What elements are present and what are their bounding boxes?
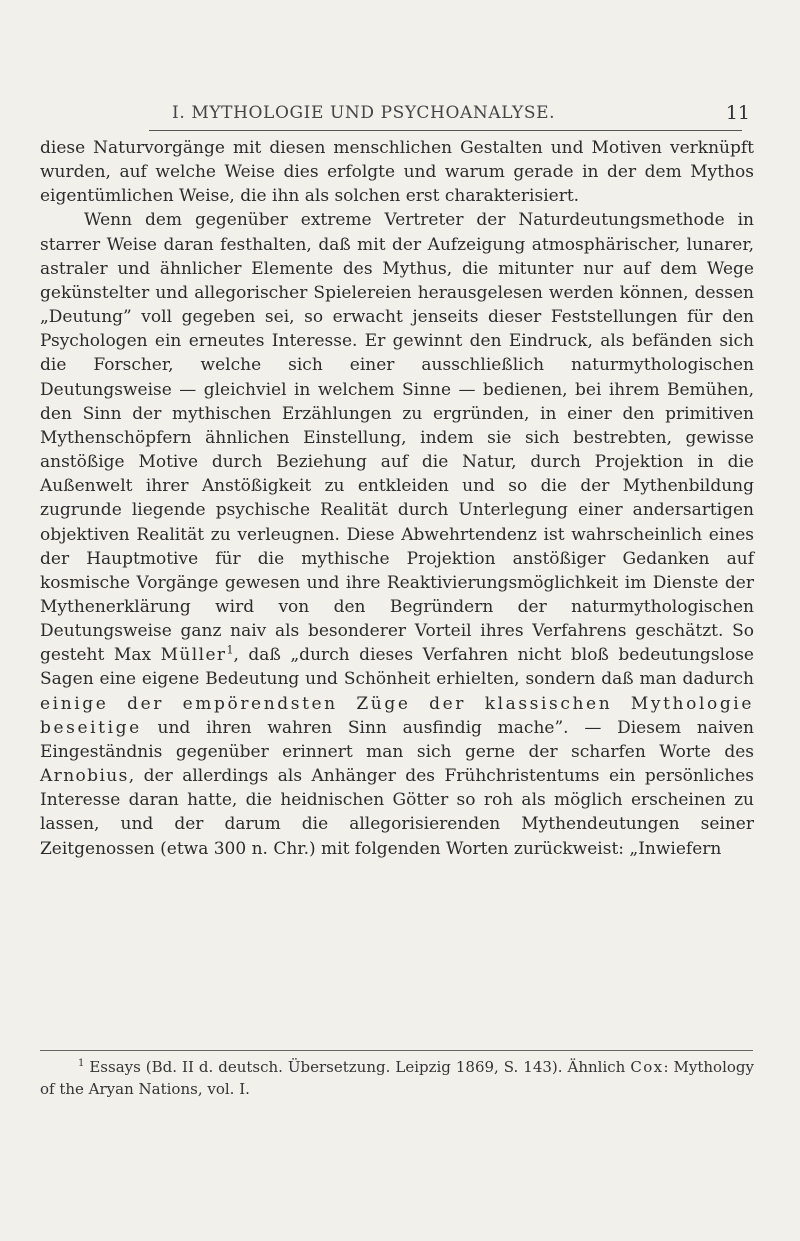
footnote-1 — [40, 1056, 754, 1100]
footnote-number: 1 — [78, 1058, 85, 1069]
footnote-text-b: : Mythology of the Aryan Nations, vol. I. — [40, 1058, 754, 1098]
author-name-mueller: Müller — [160, 645, 227, 666]
footnote-rule — [40, 1050, 753, 1051]
header-rule — [149, 130, 742, 131]
running-title: I. MYTHOLOGIE UND PSYCHOANALYSE. — [172, 103, 556, 123]
paragraph-2-text-b: , daß „durch dieses Verfahren nicht bloß bedeutungslose Sagen eine eigene Bedeutung und Schönheit erhielten, sondern daß man dadurch — [40, 645, 754, 690]
running-head — [150, 103, 750, 133]
author-name-arnobius: Arnobius — [40, 766, 129, 787]
paragraph-1: diese Naturvorgänge mit diesen menschlichen Gestalten und Motiven verknüpft wurden, auf welche Weise dies erfolgte und warum gerade in der dem Mythos eigentümlichen Weise, die ihn als solchen erst charakterisiert. — [40, 138, 754, 207]
main-text — [40, 136, 754, 861]
paragraph-2-text-c: und ihren wahren Sinn ausfindig mache”. — Diesem naiven Eingeständnis gegenüber erinnert man sich gerne der scharfen Worte des — [40, 717, 754, 762]
paragraph-2-text-a: Wenn dem gegenüber extreme Vertreter der Naturdeutungsmethode in starrer Weise daran festhalten, daß mit der Aufzeigung atmosphärischer, lunarer, astraler und ähnlicher Elemente des Mythus, die mitunter nur auf dem Wege gekünstelter und allegorischer Spielereien herausgelesen werden können, dessen „Deutung” voll gegeben sei, so erwacht jenseits dieser Feststellungen für den Psychologen ein erneutes Interesse. Er gewinnt den Eindruck, als befänden sich die Forscher, welche sich einer ausschließlich naturmythologischen Deutungsweise — gleichviel in welchem Sinne — bedienen, bei ihrem Bemühen, den Sinn der mythischen Erzählungen zu ergründen, in einer den primitiven Mythenschöpfern ähnlichen Einstellung, indem sie sich bestrebten, gewisse anstößige Motive durch Beziehung auf die Natur, durch Projektion in die Außenwelt ihrer Anstößigkeit zu entkleiden und so die der Mythenbildung zugrunde liegende psychische Realität durch Unterlegung einer andersartigen objektiven Realität zu verleugnen. Diese Abwehrtendenz ist wahrscheinlich eines der Hauptmotive für die mythische Projektion anstößiger Gedanken auf kosmische Vorgänge gewesen und ihre Reaktivierungsmöglichkeit im Dienste der Mythenerklärung wird von den Begründern der naturmythologischen Deutungsweise ganz naiv als besonderer Vorteil ihres Verfahrens geschätzt. So gesteht Max — [40, 210, 754, 666]
footnote-text-a: Essays (Bd. II d. deutsch. Übersetzung. Leipzig 1869, S. 143). Ähnlich — [84, 1058, 631, 1076]
paragraph-2-text-d: , der allerdings als Anhänger des Frühchristentums ein persönliches Interesse daran hatte, die heidnischen Götter so roh als möglich erscheinen zu lassen, und der darum die allegorisierenden Mythendeutungen seiner Zeitgenossen (etwa 300 n. Chr.) mit folgenden Worten zurückweist: „Inwiefern — [40, 766, 754, 859]
page-number: 11 — [725, 102, 750, 124]
footnote — [40, 1056, 754, 1100]
emphasized-quote: einige der empörendsten Züge der klassischen Mythologie beseitige — [40, 693, 754, 738]
footnote-marker[interactable]: 1 — [226, 643, 234, 657]
paragraph-2 — [40, 208, 754, 860]
author-name-cox: Cox — [630, 1058, 664, 1076]
